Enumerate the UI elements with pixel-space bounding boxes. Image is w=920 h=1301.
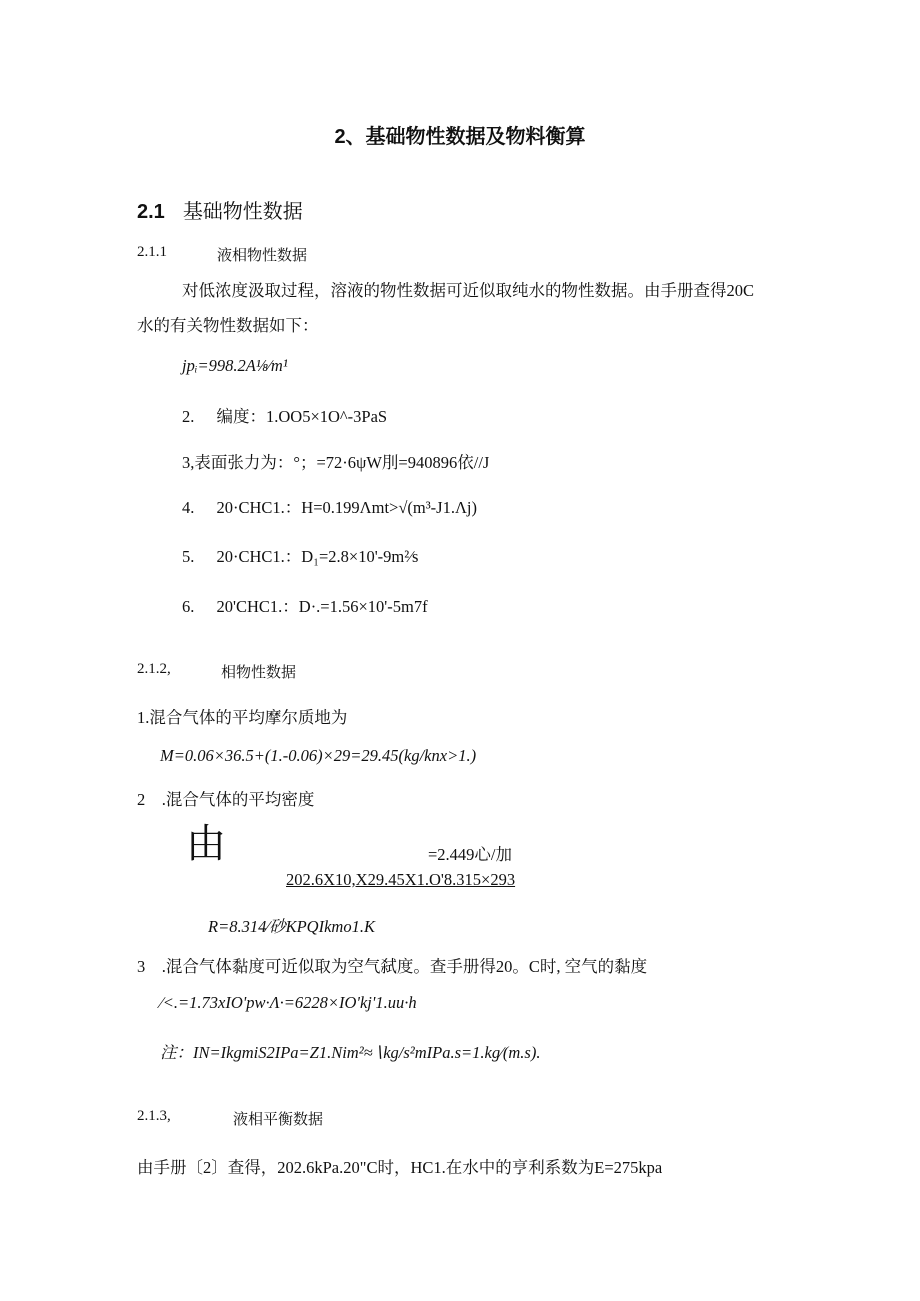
item-text-6: 20'CHC1.：D·.=1.56×10'-5m7f (216, 597, 428, 616)
unit-note: 注：IN=IkgmiS2IPa=Z1.Nim²≈∖kg/s²mIPa.s=1.kg∕(m.s). (160, 1043, 541, 1062)
gas-density-expression: 202.6X10,X29.45X1.O'8.315×293 (286, 870, 516, 889)
item-text-5: 20·CHC1.：D₁=2.8×10'-9m²∕s (216, 547, 419, 566)
subsection-heading-3 (137, 1108, 324, 1128)
property-diffusion-liquid (182, 543, 418, 567)
gas-viscosity-label: 3 .混合气体黏度可近似取为空气弑度。查手册得20。C时, 空气的黏度 (137, 957, 648, 976)
section-label: 基础物性数据 (182, 201, 303, 223)
item-number-6: 6. (182, 597, 195, 616)
property-density: jpᵢ=998.2A⅛∕m¹ (182, 356, 288, 375)
subsection-number-2: 2.1.2, (137, 661, 171, 677)
property-diffusion-gas (182, 593, 428, 617)
section-heading (137, 195, 303, 224)
document-title: 2、基础物性数据及物料衡算 (334, 126, 586, 148)
gas-density-label: 2 .混合气体的平均密度 (137, 790, 315, 809)
item-number-2: 2. (182, 407, 195, 426)
item-number-4: 4. (182, 498, 195, 517)
item-text-2: 编度：1.OO5×1O^-3PaS (216, 407, 388, 426)
gas-density-result: =2.449心/加 (428, 845, 513, 864)
subsection-label-1: 液相物性数据 (217, 247, 308, 264)
item-number-5: 5. (182, 547, 195, 566)
subsection-number-1: 2.1.1 (137, 244, 167, 260)
property-viscosity (182, 403, 387, 427)
item-text-4: 20·CHC1.：H=0.199Λmt>√(m³-J1.Λj) (216, 498, 477, 517)
property-surface-tension: 3,表面张力为：°；=72·6ψW刖=940896依//J (182, 453, 490, 472)
subsection-label-3: 液相平衡数据 (233, 1111, 324, 1128)
section-number: 2.1 (137, 201, 165, 223)
paragraph-line-2: 水的有关物性数据如下： (137, 316, 319, 335)
gas-density-glyph: 由 (186, 821, 226, 867)
henry-coefficient-statement: 由手册〔2〕查得，202.6kPa.20"C时，HC1.在水中的亨利系数为E=275kpa (137, 1158, 663, 1177)
subsection-label-2: 相物性数据 (221, 664, 297, 681)
subsection-number-3: 2.1.3, (137, 1108, 171, 1124)
gas-constant: R=8.314∕砂KPQIkmo1.K (208, 917, 375, 936)
property-henry (182, 494, 477, 518)
subsection-heading-2 (137, 661, 297, 681)
subsection-heading-1 (137, 244, 308, 264)
gas-molar-mass-formula: M=0.06×36.5+(1.-0.06)×29=29.45(kg/knx>1.) (160, 746, 477, 765)
paragraph-line-1: 对低浓度汲取过程，溶液的物性数据可近似取纯水的物性数据。由手册查得20C (182, 281, 755, 300)
gas-molar-mass-label: 1.混合气体的平均摩尔质地为 (137, 708, 348, 727)
gas-viscosity-formula: ∕<.=1.73xIO'pw·Λ·=6228×IO'kj'1.uu·h (160, 993, 417, 1012)
